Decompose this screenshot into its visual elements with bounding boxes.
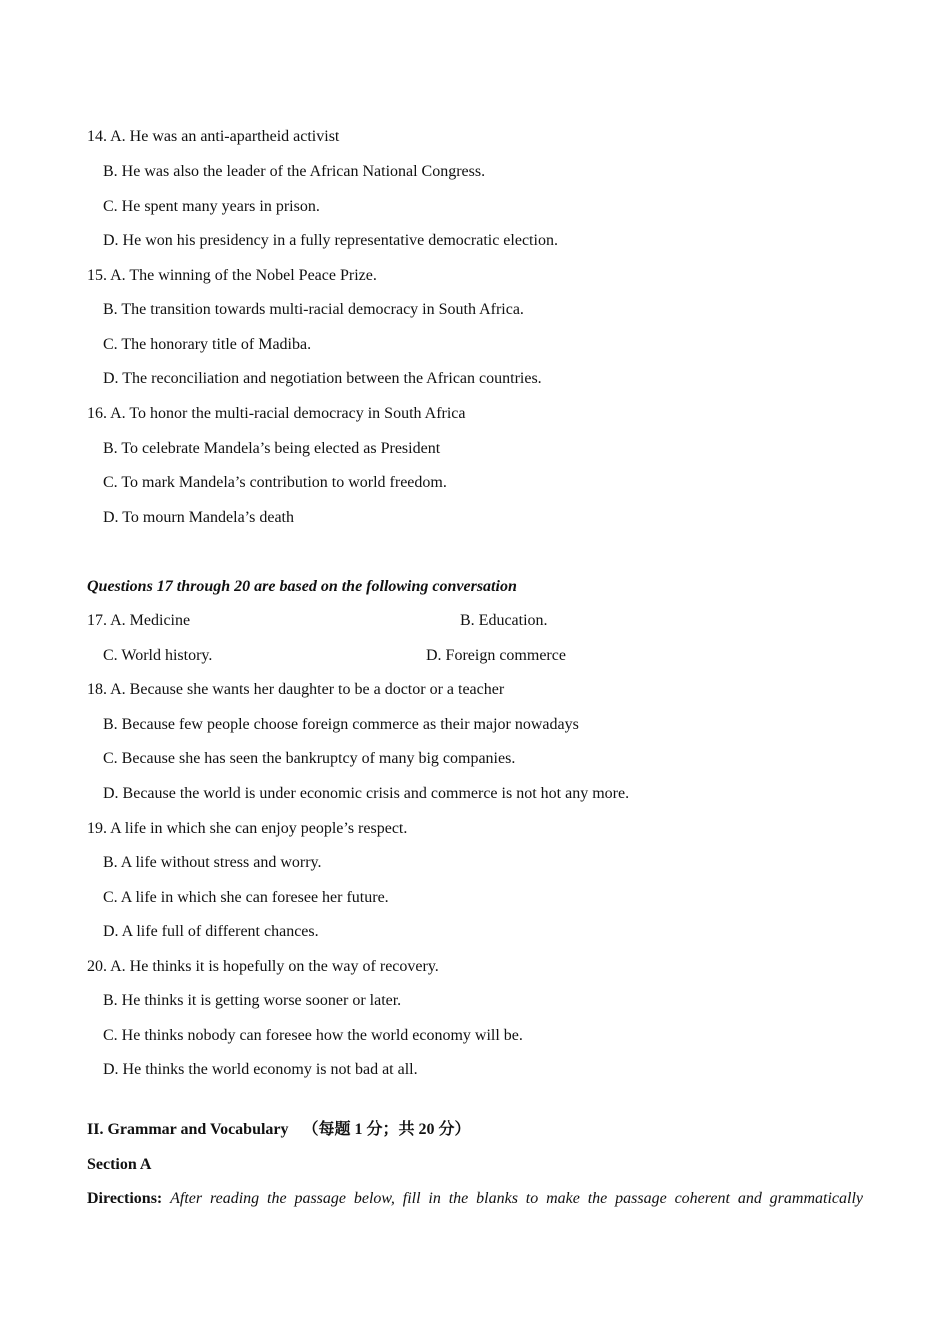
q20-option-b: B. He thinks it is getting worse sooner or later. <box>103 992 402 1009</box>
q19-option-b: B. A life without stress and worry. <box>103 854 322 871</box>
q17-option-d: D. Foreign commerce <box>426 647 566 664</box>
q20-option-c: C. He thinks nobody can foresee how the world economy will be. <box>103 1027 523 1044</box>
q14-option-a: 14. A. He was an anti-apartheid activist <box>87 128 340 145</box>
directions-text: After reading the passage below, fill in the blanks to make the passage coherent and grammatically <box>170 1190 864 1207</box>
q19-option-a: 19. A life in which she can enjoy people’s respect. <box>87 820 408 837</box>
q17-option-a: 17. A. Medicine <box>87 612 191 629</box>
q16-option-d: D. To mourn Mandela’s death <box>103 509 294 526</box>
q17-option-c: C. World history. <box>103 647 213 664</box>
directions <box>87 1189 863 1209</box>
q15-option-a: 15. A. The winning of the Nobel Peace Prize. <box>87 267 377 284</box>
q14-option-d: D. He won his presidency in a fully representative democratic election. <box>103 232 558 249</box>
q18-option-c: C. Because she has seen the bankruptcy of many big companies. <box>103 750 516 767</box>
part2-title: II. Grammar and Vocabulary <box>87 1121 289 1138</box>
q19-option-d: D. A life full of different chances. <box>103 923 319 940</box>
q15-option-d: D. The reconciliation and negotiation between the African countries. <box>103 370 542 387</box>
part2-score: （每题 1 分；共 20 分） <box>302 1121 471 1138</box>
q18-option-b: B. Because few people choose foreign commerce as their major nowadays <box>103 716 579 733</box>
q16-option-a: 16. A. To honor the multi-racial democracy in South Africa <box>87 405 466 422</box>
q16-option-c: C. To mark Mandela’s contribution to world freedom. <box>103 474 447 491</box>
q19-option-c: C. A life in which she can foresee her future. <box>103 889 389 906</box>
q15-option-c: C. The honorary title of Madiba. <box>103 336 312 353</box>
q18-option-d: D. Because the world is under economic crisis and commerce is not hot any more. <box>103 785 630 802</box>
q20-option-d: D. He thinks the world economy is not bad at all. <box>103 1061 418 1078</box>
part2-heading <box>87 1120 471 1140</box>
q20-option-a: 20. A. He thinks it is hopefully on the way of recovery. <box>87 958 439 975</box>
directions-label: Directions: <box>87 1190 163 1207</box>
q16-option-b: B. To celebrate Mandela’s being elected as President <box>103 440 441 457</box>
q14-option-b: B. He was also the leader of the African National Congress. <box>103 163 486 180</box>
q14-option-c: C. He spent many years in prison. <box>103 198 320 215</box>
section-a-heading: Section A <box>87 1156 152 1173</box>
q17-option-b: B. Education. <box>460 612 548 629</box>
q18-option-a: 18. A. Because she wants her daughter to be a doctor or a teacher <box>87 681 505 698</box>
conversation-heading: Questions 17 through 20 are based on the following conversation <box>87 578 517 595</box>
q15-option-b: B. The transition towards multi-racial democracy in South Africa. <box>103 301 524 318</box>
